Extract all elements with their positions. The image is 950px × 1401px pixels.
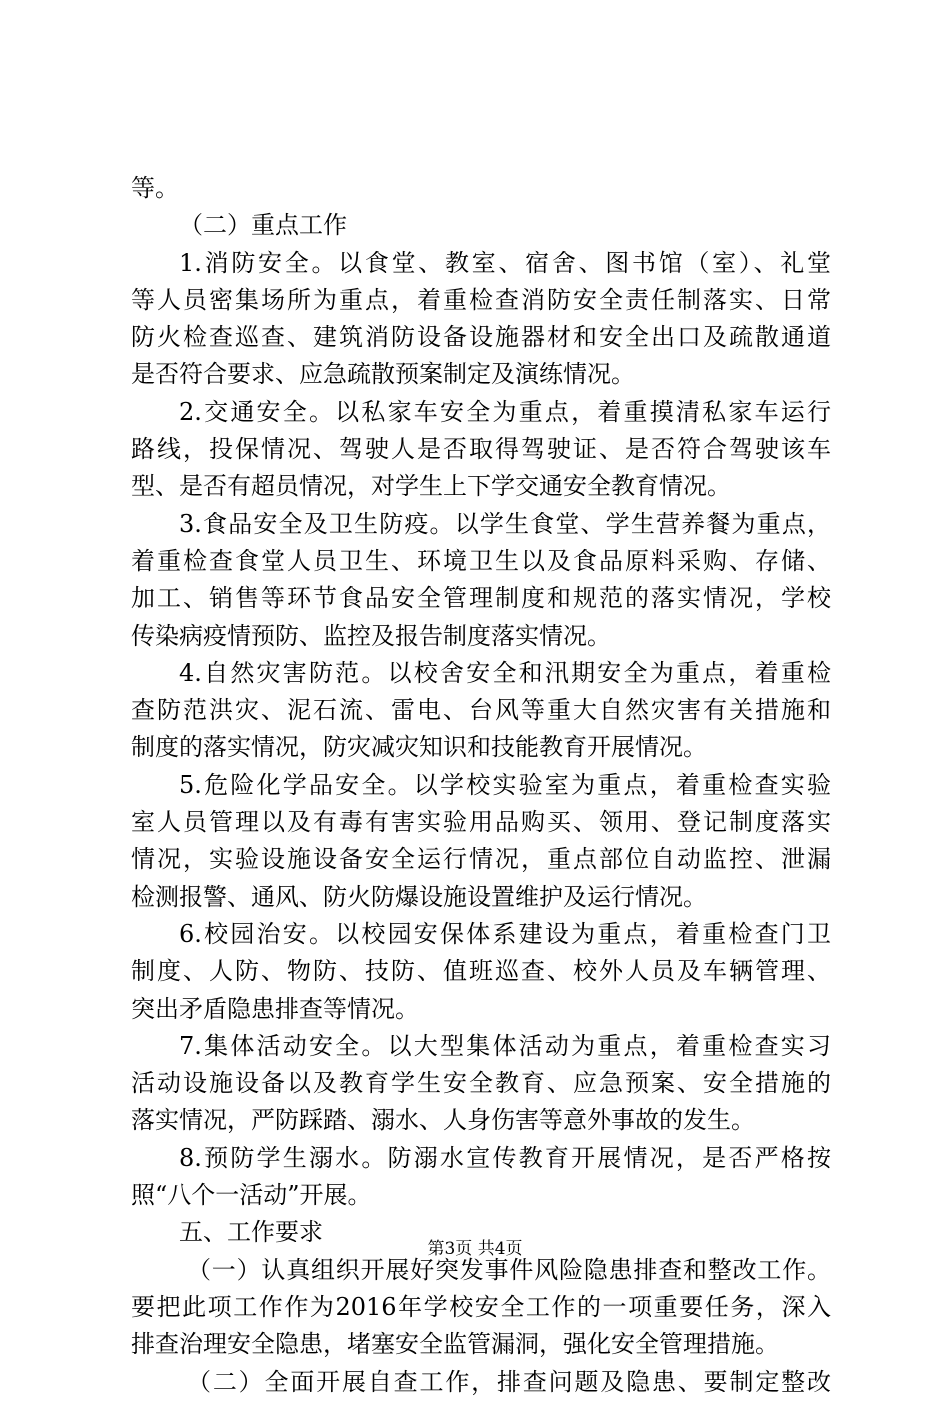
text-line: 制度、人防、物防、技防、值班巡查、校外人员及车辆管理、 — [131, 957, 831, 986]
text-line: 等人员密集场所为重点，着重检查消防安全责任制落实、日常 — [131, 285, 831, 314]
text-line: 8.预防学生溺水。防溺水宣传教育开展情况，是否严格按 — [179, 1143, 831, 1172]
page-footer: 第3页 共4页 — [427, 1239, 523, 1259]
text-line: 1.消防安全。以食堂、教室、宿舍、图书馆（室）、礼堂 — [179, 248, 831, 277]
text-line: 照“八个一活动”开展。 — [131, 1181, 372, 1210]
text-line: 活动设施设备以及教育学生安全教育、应急预案、安全措施的 — [131, 1069, 831, 1098]
text-line: 着重检查食堂人员卫生、环境卫生以及食品原料采购、存储、 — [131, 546, 831, 575]
text-line: 加工、销售等环节食品安全管理制度和规范的落实情况，学校 — [131, 584, 831, 613]
text-line: 查防范洪灾、泥石流、雷电、台风等重大自然灾害有关措施和 — [131, 696, 831, 725]
text-line: 路线，投保情况、驾驶人是否取得驾驶证、是否符合驾驶该车 — [131, 435, 831, 464]
text-line: 是否符合要求、应急疏散预案制定及演练情况。 — [131, 360, 635, 389]
section-heading: （二）重点工作 — [179, 211, 347, 240]
text-line: （二）全面开展自查工作，排查问题及隐患、要制定整改 — [187, 1367, 831, 1396]
text-line: 制度的落实情况，防灾减灾知识和技能教育开展情况。 — [131, 733, 707, 762]
text-line: 落实情况，严防踩踏、溺水、人身伤害等意外事故的发生。 — [131, 1106, 755, 1135]
text-line: 5.危险化学品安全。以学校实验室为重点，着重检查实验 — [179, 770, 831, 799]
text-line: 4.自然灾害防范。以校舍安全和汛期安全为重点，着重检 — [179, 658, 831, 687]
text-line: 防火检查巡查、建筑消防设备设施器材和安全出口及疏散通道 — [131, 323, 831, 352]
text-line: 等。 — [131, 174, 179, 202]
text-line: 室人员管理以及有毒有害实验用品购买、领用、登记制度落实 — [131, 808, 831, 837]
text-line: 情况，实验设施设备安全运行情况，重点部位自动监控、泄漏 — [131, 845, 831, 874]
section-heading: 五、工作要求 — [179, 1218, 323, 1247]
text-line: 传染病疫情预防、监控及报告制度落实情况。 — [131, 621, 611, 650]
text-line: 要把此项工作作为2016年学校安全工作的一项重要任务，深入 — [131, 1292, 831, 1321]
text-line: 检测报警、通风、防火防爆设施设置维护及运行情况。 — [131, 882, 707, 911]
text-line: 排查治理安全隐患，堵塞安全监管漏洞，强化安全管理措施。 — [131, 1330, 779, 1359]
text-line: 突出矛盾隐患排查等情况。 — [131, 994, 419, 1023]
text-line: 3.食品安全及卫生防疫。以学生食堂、学生营养餐为重点， — [179, 509, 831, 538]
text-line: 型、是否有超员情况，对学生上下学交通安全教育情况。 — [131, 472, 731, 501]
text-line: （一）认真组织开展好突发事件风险隐患排查和整改工作。 — [187, 1255, 831, 1284]
document-body — [131, 170, 831, 1401]
text-line: 2.交通安全。以私家车安全为重点，着重摸清私家车运行 — [179, 397, 831, 426]
text-line: 6.校园治安。以校园安保体系建设为重点，着重检查门卫 — [179, 919, 831, 948]
text-line: 7.集体活动安全。以大型集体活动为重点，着重检查实习 — [179, 1031, 831, 1060]
